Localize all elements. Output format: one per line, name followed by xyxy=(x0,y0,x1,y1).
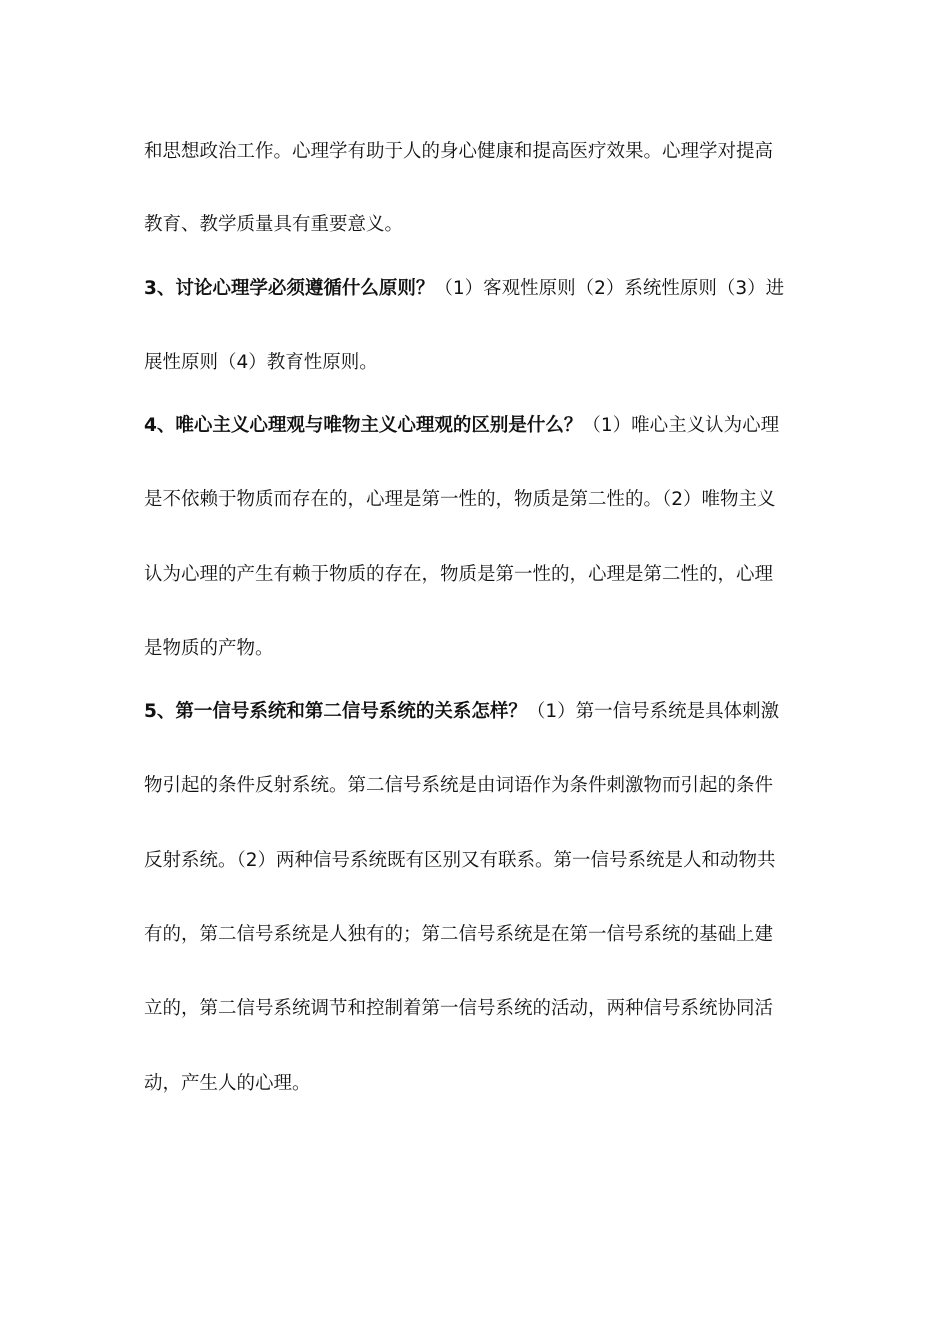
question-3-first-line xyxy=(144,276,824,302)
question-4-answer-start: （1）唯心主义认为心理 xyxy=(582,415,780,436)
question-5-first-line xyxy=(144,699,824,725)
question-5-heading: 5、第一信号系统和第二信号系统的关系怎样？ xyxy=(144,701,527,722)
question-4-heading: 4、唯心主义心理观与唯物主义心理观的区别是什么？ xyxy=(144,415,583,436)
question-5-answer-start: （1）第一信号系统是具体刺激 xyxy=(526,701,780,722)
paragraph-line: 物引起的条件反射系统。第二信号系统是由词语作为条件刺激物而引起的条件 xyxy=(144,775,774,796)
paragraph-line: 是不依赖于物质而存在的，心理是第一性的，物质是第二性的。（2）唯物主义 xyxy=(144,489,776,510)
paragraph-line: 教育、教学质量具有重要意义。 xyxy=(144,214,404,235)
paragraph-line: 是物质的产物。 xyxy=(144,638,274,659)
paragraph-line: 和思想政治工作。心理学有助于人的身心健康和提高医疗效果。心理学对提高 xyxy=(144,141,774,162)
paragraph-line: 动，产生人的心理。 xyxy=(144,1073,311,1094)
paragraph-line: 有的，第二信号系统是人独有的；第二信号系统是在第一信号系统的基础上建 xyxy=(144,924,774,945)
question-4-first-line xyxy=(144,413,824,439)
question-3-answer-start: （1）客观性原则（2）系统性原则（3）进 xyxy=(434,278,785,299)
paragraph-line: 反射系统。（2）两种信号系统既有区别又有联系。第一信号系统是人和动物共 xyxy=(144,850,776,871)
paragraph-line: 立的，第二信号系统调节和控制着第一信号系统的活动，两种信号系统协同活 xyxy=(144,998,774,1019)
paragraph-line: 展性原则（4）教育性原则。 xyxy=(144,352,378,373)
question-3-heading: 3、讨论心理学必须遵循什么原则？ xyxy=(144,278,435,299)
paragraph-line: 认为心理的产生有赖于物质的存在，物质是第一性的，心理是第二性的，心理 xyxy=(144,564,774,585)
